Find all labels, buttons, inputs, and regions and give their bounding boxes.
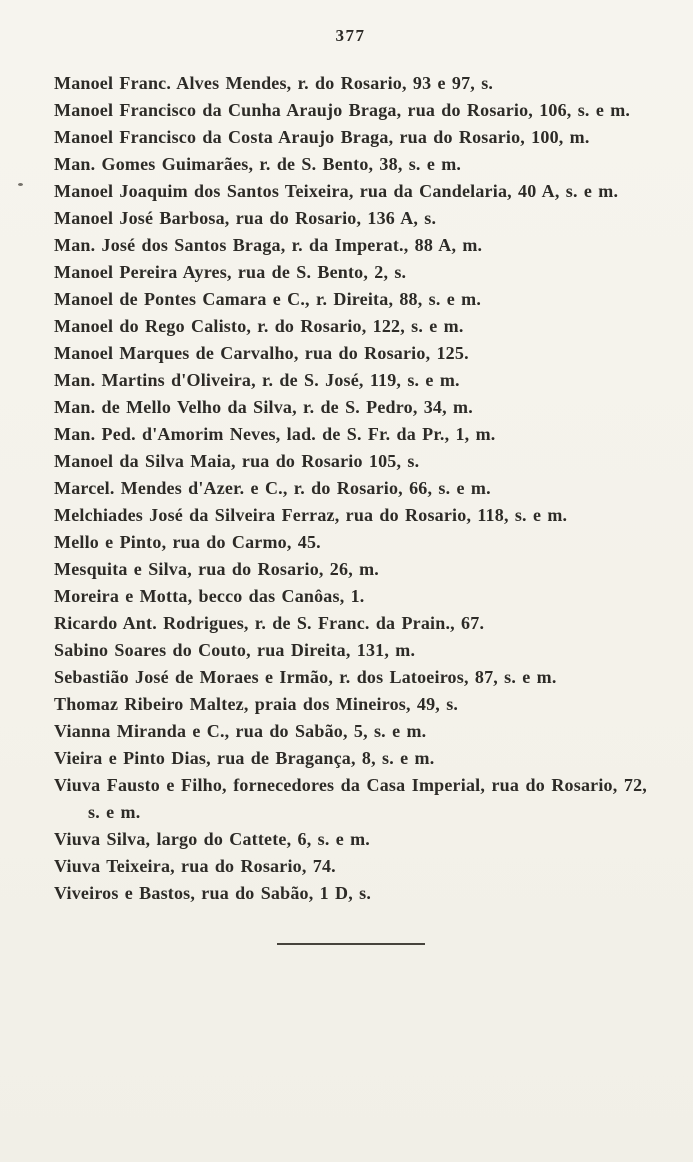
directory-entry: Mesquita e Silva, rua do Rosario, 26, m. xyxy=(54,559,380,579)
directory-entry: Viuva Teixeira, rua do Rosario, 74. xyxy=(54,856,336,876)
directory-entry: Manoel José Barbosa, rua do Rosario, 136 A, s. xyxy=(54,208,437,228)
directory-entry: Viuva Fausto e Filho, fornecedores da Casa Imperial, rua do Rosario, 72, s. e m. xyxy=(54,775,647,822)
directory-entry: Mello e Pinto, rua do Carmo, 45. xyxy=(54,532,321,552)
footer-rule xyxy=(277,943,425,945)
directory-entry: Vieira e Pinto Dias, rua de Bragança, 8, s. e m. xyxy=(54,748,435,768)
ink-speck xyxy=(18,183,23,186)
directory-entry: Manoel de Pontes Camara e C., r. Direita, 88, s. e m. xyxy=(54,289,482,309)
directory-entry: Sabino Soares do Couto, rua Direita, 131, m. xyxy=(54,640,416,660)
directory-entry: Manoel Joaquim dos Santos Teixeira, rua da Candelaria, 40 A, s. e m. xyxy=(54,181,619,201)
directory-entry: Marcel. Mendes d'Azer. e C., r. do Rosario, 66, s. e m. xyxy=(54,478,491,498)
directory-entry: Viuva Silva, largo do Cattete, 6, s. e m. xyxy=(54,829,371,849)
directory-entry: Man. Martins d'Oliveira, r. de S. José, 119, s. e m. xyxy=(54,370,460,390)
directory-entry: Manoel Marques de Carvalho, rua do Rosario, 125. xyxy=(54,343,469,363)
directory-entry: Sebastião José de Moraes e Irmão, r. dos Latoeiros, 87, s. e m. xyxy=(54,667,557,687)
directory-entry: Manoel Francisco da Cunha Araujo Braga, rua do Rosario, 106, s. e m. xyxy=(54,100,631,120)
directory-entry: Melchiades José da Silveira Ferraz, rua do Rosario, 118, s. e m. xyxy=(54,505,568,525)
directory-entry: Manoel Pereira Ayres, rua de S. Bento, 2, s. xyxy=(54,262,407,282)
directory-entry: Viveiros e Bastos, rua do Sabão, 1 D, s. xyxy=(54,883,372,903)
directory-entry: Manoel Francisco da Costa Araujo Braga, rua do Rosario, 100, m. xyxy=(54,127,590,147)
directory-entry: Man. Gomes Guimarães, r. de S. Bento, 38, s. e m. xyxy=(54,154,462,174)
directory-list xyxy=(54,70,647,907)
directory-entry: Manoel da Silva Maia, rua do Rosario 105, s. xyxy=(54,451,420,471)
directory-entry: Vianna Miranda e C., rua do Sabão, 5, s. e m. xyxy=(54,721,427,741)
directory-entry: Man. de Mello Velho da Silva, r. de S. Pedro, 34, m. xyxy=(54,397,473,417)
directory-entry: Manoel Franc. Alves Mendes, r. do Rosario, 93 e 97, s. xyxy=(54,73,494,93)
directory-entry: Moreira e Motta, becco das Canôas, 1. xyxy=(54,586,365,606)
directory-entry: Ricardo Ant. Rodrigues, r. de S. Franc. da Prain., 67. xyxy=(54,613,485,633)
page-number: 377 xyxy=(335,26,366,45)
directory-entry: Manoel do Rego Calisto, r. do Rosario, 122, s. e m. xyxy=(54,316,464,336)
directory-entry: Man. Ped. d'Amorim Neves, lad. de S. Fr. da Pr., 1, m. xyxy=(54,424,496,444)
directory-entry: Man. José dos Santos Braga, r. da Imperat., 88 A, m. xyxy=(54,235,483,255)
directory-entry: Thomaz Ribeiro Maltez, praia dos Mineiros, 49, s. xyxy=(54,694,459,714)
